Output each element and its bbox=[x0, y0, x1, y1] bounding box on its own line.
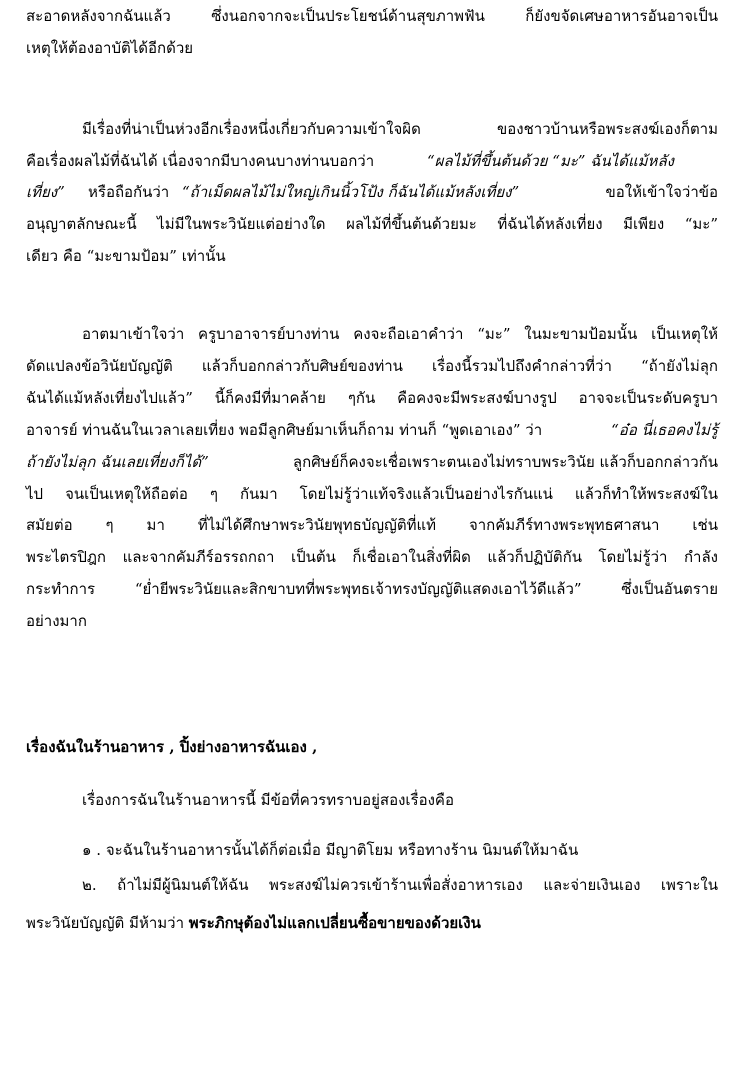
paragraph-1-line-2: เหตุให้ต้องอาบัติได้อีกด้วย bbox=[26, 39, 194, 57]
paragraph-3-line-7: สมัยต่อ ๆ มา ที่ไม่ได้ศึกษาพระวินัยพุทธบัญญัติที่แท้ จากคัมภีร์ทางพระพุทธศาสนา เช่น bbox=[26, 516, 718, 534]
paragraph-3-line-5-text: ลูกศิษย์ก็คงจะเชื่อเพราะตนเองไม่ทราบพระวินัย แล้วก็บอกกล่าวกัน bbox=[292, 453, 718, 471]
paragraph-2-line-1: มีเรื่องที่น่าเป็นห่วงอีกเรื่องหนึ่งเกี่ยวกับความเข้าใจผิด ของชาวบ้านหรือพระสงฆ์เองก็ตาม bbox=[82, 120, 718, 138]
paragraph-2-line-2 bbox=[26, 149, 674, 173]
paragraph-2-quote-2: “ถ้าเม็ดผลไม้ไม่ใหญ่เกินนิ้วโป้ง ก็ฉันได้แม้หลังเที่ยง” bbox=[182, 183, 520, 201]
paragraph-2-line-3-tail: ขอให้เข้าใจว่าข้อ bbox=[605, 183, 718, 201]
list-item-2: ๒. ถ้าไม่มีผู้นิมนต์ให้ฉัน พระสงฆ์ไม่ควรเข้าร้านเพื่อสั่งอาหารเอง และจ่ายเงินเอง เพราะใน bbox=[82, 876, 718, 894]
paragraph-1-line-1: สะอาดหลังจากฉันแล้ว ซึ่งนอกจากจะเป็นประโยชน์ด้านสุขภาพฟัน ก็ยังขจัดเศษอาหารอันอาจเป็น bbox=[26, 7, 718, 25]
list-item-1: ๑ . จะฉันในร้านอาหารนั้นได้ก็ต่อเมื่อ มีญาติโยม หรือทางร้าน นิมนต์ให้มาฉัน bbox=[82, 841, 579, 859]
paragraph-2-line-3-text: หรือถือกันว่า bbox=[88, 183, 170, 201]
paragraph-3-line-4 bbox=[26, 418, 718, 442]
paragraph-2-line-2-text: คือเรื่องผลไม้ที่ฉันได้ เนื่องจากมีบางคนบางท่านบอกว่า bbox=[26, 152, 375, 170]
paragraph-3-quote-1-end: ถ้ายังไม่ลุก ฉันเลยเที่ยงก็ได้” bbox=[26, 453, 209, 471]
paragraph-3-line-5 bbox=[26, 450, 718, 474]
list-item-2-line-2 bbox=[26, 911, 481, 935]
section-intro: เรื่องการฉันในร้านอาหารนี้ มีข้อที่ควรทราบอยู่สองเรื่องคือ bbox=[82, 791, 454, 809]
paragraph-2-quote-1: “ผลไม้ที่ขึ้นต้นด้วย “มะ” ฉันได้แม้หลัง bbox=[427, 152, 674, 170]
paragraph-3-line-1: อาตมาเข้าใจว่า ครูบาอาจารย์บางท่าน คงจะถือเอาคำว่า “มะ” ในมะขามป้อมนั้น เป็นเหตุให้ bbox=[82, 325, 718, 343]
paragraph-2-line-5: เดียว คือ “มะขามป้อม” เท่านั้น bbox=[26, 247, 226, 265]
paragraph-3-line-10: อย่างมาก bbox=[26, 612, 87, 630]
section-heading: เรื่องฉันในร้านอาหาร , ปิ้งย่างอาหารฉันเอง , bbox=[26, 738, 318, 756]
list-item-2-line-2-text: พระวินัยบัญญัติ มีห้ามว่า bbox=[26, 914, 184, 932]
paragraph-3-line-2: ดัดแปลงข้อวินัยบัญญัติ แล้วก็บอกกล่าวกับศิษย์ของท่าน เรื่องนี้รวมไปถึงคำกล่าวที่ว่า “ถ้ายังไม่ลุก bbox=[26, 357, 718, 375]
paragraph-3-line-8: พระไตรปิฎก และจากคัมภีร์อรรถกถา เป็นต้น ก็เชื่อเอาในสิ่งที่ผิด แล้วก็ปฏิบัติกัน โดยไม่รู้ว่า กำลัง bbox=[26, 548, 718, 566]
paragraph-3-line-9: กระทำการ “ย่ำยีพระวินัยและสิกขาบทที่พระพุทธเจ้าทรงบัญญัติแสดงเอาไว้ดีแล้ว” ซึ่งเป็นอันตราย bbox=[26, 580, 718, 598]
paragraph-3-line-6: ไป จนเป็นเหตุให้ถือต่อ ๆ กันมา โดยไม่รู้ว่าแท้จริงแล้วเป็นอย่างไรกันแน่ แล้วก็ทำให้พระสงฆ์ใน bbox=[26, 485, 718, 503]
paragraph-2-line-3 bbox=[26, 180, 718, 204]
paragraph-2-quote-1-end: เที่ยง” bbox=[26, 183, 65, 201]
paragraph-3-quote-1: “อ๋อ นี่เธอคงไม่รู้ bbox=[611, 421, 718, 439]
paragraph-3-line-4-text: อาจารย์ ท่านฉันในเวลาเลยเที่ยง พอมีลูกศิษย์มาเห็นก็ถาม ท่านก็ “พูดเอาเอง” ว่า bbox=[26, 421, 543, 439]
list-item-2-emphasis: พระภิกษุต้องไม่แลกเปลี่ยนซื้อขายของด้วยเงิน bbox=[188, 914, 481, 932]
paragraph-2-line-4: อนุญาตลักษณะนี้ ไม่มีในพระวินัยแต่อย่างใด ผลไม้ที่ขึ้นต้นด้วยมะ ที่ฉันได้หลังเที่ยง มีเพียง “มะ” bbox=[26, 215, 718, 233]
paragraph-3-line-3: ฉันได้แม้หลังเที่ยงไปแล้ว” นี้ก็คงมีที่มาคล้าย ๆกัน คือคงจะมีพระสงฆ์บางรูป อาจจะเป็นระดับครูบา bbox=[26, 389, 718, 407]
